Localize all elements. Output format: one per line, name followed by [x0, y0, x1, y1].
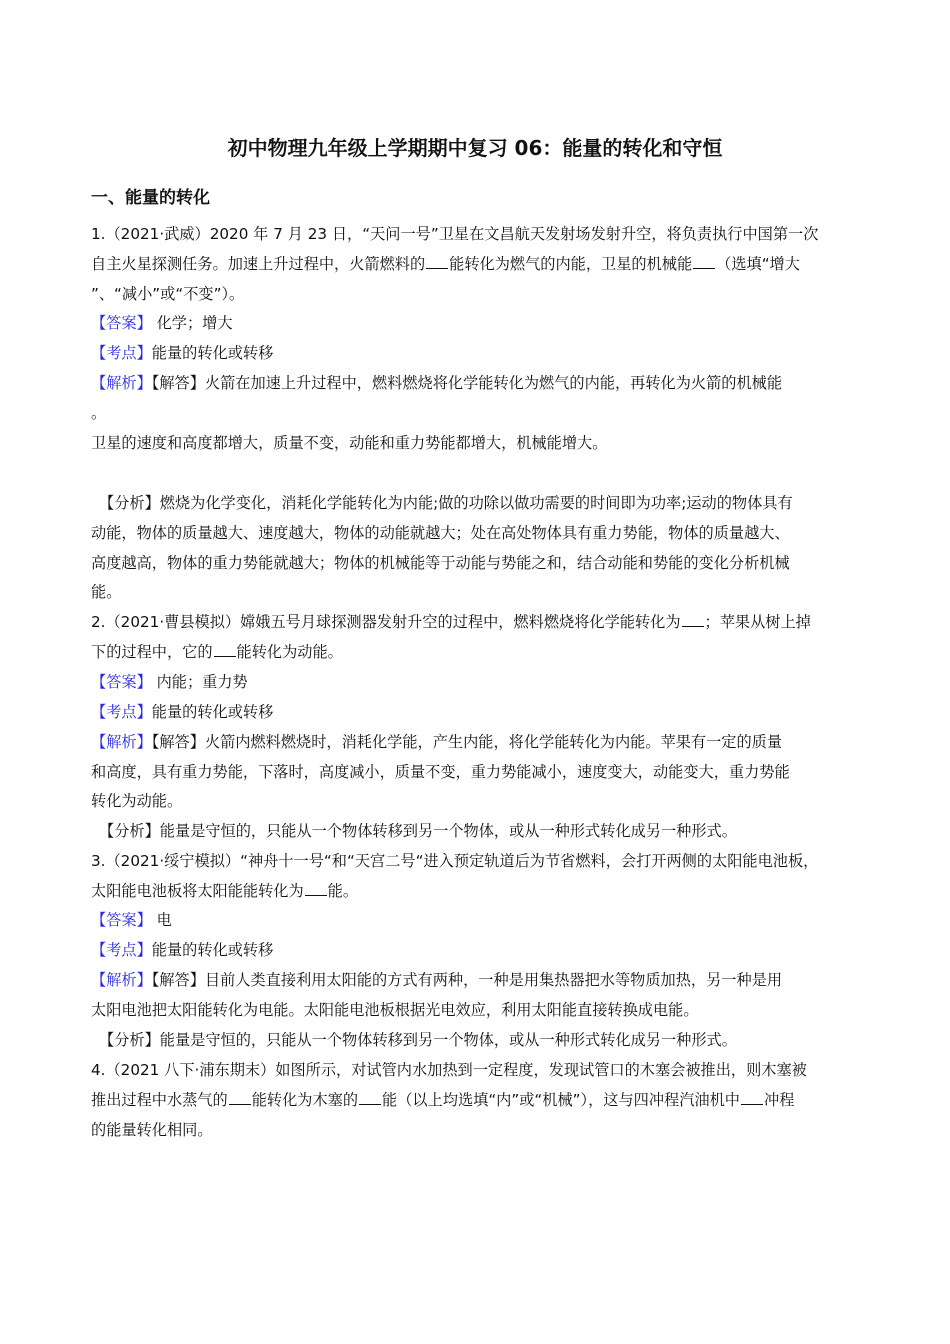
section-label: 【考点】	[91, 344, 152, 362]
text-segment: 【分析】能量是守恒的，只能从一个物体转移到另一个物体，或从一种形式转化成另一种形式。	[99, 1031, 737, 1049]
text-line	[91, 642, 861, 662]
text-line	[91, 612, 861, 632]
text-segment: 能转化为动能。	[236, 643, 343, 661]
text-line	[91, 284, 861, 304]
text-segment: 的能量转化相同。	[91, 1121, 213, 1139]
text-line	[99, 1030, 869, 1050]
text-line	[91, 672, 861, 692]
text-segment: 电	[151, 911, 172, 929]
text-segment: 3.（2021·绥宁模拟）“神舟十一号“和“天宫二号“进入预定轨道后为节省燃料，会打开两侧的太阳能电池板，	[91, 852, 819, 870]
text-line	[91, 582, 861, 602]
document-title: 初中物理九年级上学期期中复习 06：能量的转化和守恒	[227, 136, 723, 160]
section-label: 【答案】	[91, 673, 152, 691]
text-line	[91, 881, 861, 901]
text-line	[91, 702, 861, 722]
text-segment: 卫星的速度和高度都增大，质量不变，动能和重力势能都增大，机械能增大。	[91, 434, 608, 452]
text-line	[91, 851, 861, 871]
text-line	[91, 1060, 861, 1080]
text-line	[91, 791, 861, 811]
text-line	[91, 1090, 861, 1110]
text-segment: 能（以上均选填“内”或“机械”），这与四冲程汽油机中	[382, 1091, 740, 1109]
fill-in-blank	[426, 254, 448, 269]
text-line	[91, 970, 861, 990]
section-label: 【答案】	[91, 911, 152, 929]
text-segment: 【解答】火箭内燃料燃烧时，消耗化学能，产生内能，将化学能转化为内能。苹果有一定的质量	[151, 733, 783, 751]
section-label: 【考点】	[91, 941, 152, 959]
text-line	[91, 313, 861, 333]
text-segment: 动能，物体的质量越大、速度越大，物体的动能就越大；处在高处物体具有重力势能，物体的质量越大、	[91, 524, 790, 542]
text-segment: 【分析】能量是守恒的，只能从一个物体转移到另一个物体，或从一种形式转化成另一种形式。	[99, 822, 737, 840]
text-line	[91, 1000, 861, 1020]
text-line	[91, 940, 861, 960]
text-line	[91, 224, 861, 244]
text-line	[91, 762, 861, 782]
text-segment: 4.（2021 八下·浦东期末）如图所示，对试管内水加热到一定程度，发现试管口的木塞会被推出，则木塞被	[91, 1061, 807, 1079]
text-segment: 能量的转化或转移	[151, 344, 274, 362]
text-segment: 2.（2021·曹县模拟）嫦娥五号月球探测器发射升空的过程中，燃料燃烧将化学能转化为	[91, 613, 681, 631]
text-segment: ”、“减小”或“不变”）。	[91, 285, 245, 303]
text-segment: 【分析】燃烧为化学变化，消耗化学能转化为内能;做的功除以做功需要的时间即为功率;运动的物体具有	[99, 494, 793, 512]
fill-in-blank	[693, 254, 715, 269]
text-line	[99, 493, 869, 513]
section-label: 【答案】	[91, 314, 152, 332]
text-segment: 【解答】火箭在加速上升过程中，燃料燃烧将化学能转化为燃气的内能，再转化为火箭的机械能	[151, 374, 783, 392]
section-label: 【考点】	[91, 703, 152, 721]
text-segment: 内能；重力势	[151, 673, 248, 691]
section-label: 【解析】	[91, 374, 152, 392]
text-segment: 能。	[91, 583, 122, 601]
text-segment: 转化为动能。	[91, 792, 183, 810]
text-segment: 和高度，具有重力势能，下落时，高度减小，质量不变，重力势能减小，速度变大，动能变大，重力势能	[91, 763, 790, 781]
text-segment: 自主火星探测任务。加速上升过程中，火箭燃料的	[91, 255, 426, 273]
text-segment: 能量的转化或转移	[151, 941, 274, 959]
fill-in-blank	[229, 1090, 251, 1105]
text-segment: 太阳能电池板将太阳能能转化为	[91, 882, 304, 900]
text-segment: 下的过程中，它的	[91, 643, 213, 661]
text-segment: 能转化为木塞的	[251, 1091, 358, 1109]
text-line	[99, 821, 869, 841]
text-segment: 高度越高，物体的重力势能就越大；物体的机械能等于动能与势能之和，结合动能和势能的变化分析机械	[91, 554, 790, 572]
text-line	[91, 732, 861, 752]
fill-in-blank	[682, 612, 704, 627]
text-segment: ；苹果从树上掉	[704, 613, 811, 631]
text-line	[91, 403, 861, 423]
text-line	[91, 433, 861, 453]
text-line	[91, 254, 861, 274]
text-segment: 推出过程中水蒸气的	[91, 1091, 228, 1109]
section-heading: 一、能量的转化	[91, 188, 210, 208]
text-line	[91, 553, 861, 573]
fill-in-blank	[305, 881, 327, 896]
text-segment: 能量的转化或转移	[151, 703, 274, 721]
fill-in-blank	[741, 1090, 763, 1105]
text-line	[91, 373, 861, 393]
fill-in-blank	[359, 1090, 381, 1105]
text-segment: 能。	[327, 882, 358, 900]
text-segment: 太阳电池把太阳能转化为电能。太阳能电池板根据光电效应，利用太阳能直接转换成电能。	[91, 1001, 699, 1019]
text-segment: 【解答】目前人类直接利用太阳能的方式有两种，一种是用集热器把水等物质加热，另一种是用	[151, 971, 783, 989]
text-segment: 能转化为燃气的内能，卫星的机械能	[449, 255, 693, 273]
section-label: 【解析】	[91, 971, 152, 989]
text-line	[91, 523, 861, 543]
text-line	[91, 1120, 861, 1140]
text-line	[91, 910, 861, 930]
text-line	[91, 343, 861, 363]
text-segment: 化学；增大	[151, 314, 233, 332]
text-segment: 1.（2021·武威）2020 年 7 月 23 日，“天问一号”卫星在文昌航天发射场发射升空，将负责执行中国第一次	[91, 225, 819, 243]
text-segment: （选填“增大	[716, 255, 800, 273]
text-segment: 。	[91, 404, 107, 422]
section-label: 【解析】	[91, 733, 152, 751]
text-segment: 冲程	[764, 1091, 795, 1109]
fill-in-blank	[214, 642, 236, 657]
